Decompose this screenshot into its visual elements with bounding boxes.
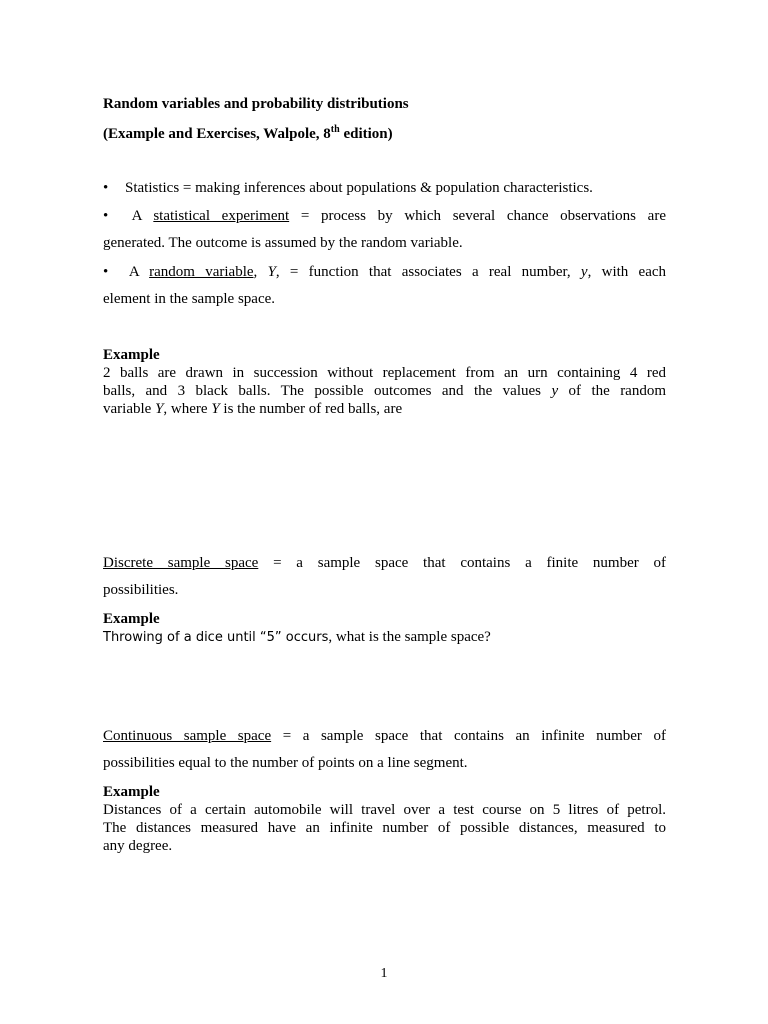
term-discrete-sample-space: Discrete sample space [103,555,259,571]
bullet-text-end: , with each [587,264,667,280]
example-line-1: 2 balls are drawn in succession without replacement from an urn containing 4 red [103,365,666,381]
example-line-2: The distances measured have an infinite number of possible distances, measured to [103,820,666,836]
term-statistical-experiment: statistical experiment [153,208,290,224]
bullet-text: , = function that associates a real number, [275,264,581,280]
example-line-2 [103,382,666,400]
bullet-prefix: A [128,264,150,280]
example-line-3: any degree. [103,838,173,854]
text-mid: , where [163,401,212,417]
text-end: is the number of red balls, are [219,401,403,417]
question-text-end: , what is the sample space? [328,629,491,645]
bullet-icon: • [103,264,109,280]
subtitle-text: (Example and Exercises, Walpole, 8 [103,126,331,142]
bullet-icon: • [103,208,109,224]
definition-text: = a sample space that contains a finite number of [258,555,666,571]
definition-text: = a sample space that contains an infinite number of [271,728,666,744]
continuous-sample-space-definition [103,723,666,777]
example-automobile [103,783,666,855]
variable-Y: Y [267,264,276,280]
bullet-line-2: generated. The outcome is assumed by the random variable. [103,235,463,251]
separator: , [253,264,268,280]
bullet-line-2: element in the sample space. [103,291,276,307]
definition-line-2: possibilities equal to the number of points on a line segment. [103,755,468,771]
title-line-1: Random variables and probability distributions [103,96,409,112]
example-heading: Example [103,611,160,627]
bullet-prefix: A [131,208,154,224]
subtitle-superscript: th [330,124,340,135]
example-line-1: Distances of a certain automobile will travel over a test course on 5 litres of petrol. [103,802,666,818]
subtitle-text-end: edition) [339,126,393,142]
example-line-3 [103,400,666,418]
bullet-item-statistical-experiment [103,203,666,257]
bullet-item-random-variable [103,259,666,313]
example-heading: Example [103,347,160,363]
bullet-text: Statistics = making inferences about populations & population characteristics. [125,180,593,196]
document-title [103,96,666,113]
bullet-text: = process by which several chance observations are [289,208,666,224]
variable-Y: Y [155,401,164,417]
definition-line-2: possibilities. [103,582,179,598]
document-subtitle [103,124,666,143]
example-question [103,628,666,647]
text: balls, and 3 black balls. The possible outcomes and the values [103,383,552,399]
discrete-sample-space-definition [103,550,666,604]
variable-Y: Y [211,401,220,417]
definition-line-1 [103,723,666,750]
definition-line-1 [103,550,666,577]
text-end: of the random [558,383,667,399]
text: variable [103,401,156,417]
example-heading: Example [103,784,160,800]
question-text: Throwing of a dice until “5” occurs [103,630,329,645]
term-continuous-sample-space: Continuous sample space [103,728,272,744]
variable-y: y [580,264,588,280]
term-random-variable: random variable [149,264,254,280]
bullet-item-statistics [103,180,666,197]
example-dice [103,610,666,647]
bullet-line-1 [103,203,666,230]
bullet-line-1 [103,259,666,286]
example-balls-urn [103,346,666,418]
bullet-icon: • [103,180,109,196]
page-number: 1 [380,966,388,981]
variable-y: y [551,383,559,399]
